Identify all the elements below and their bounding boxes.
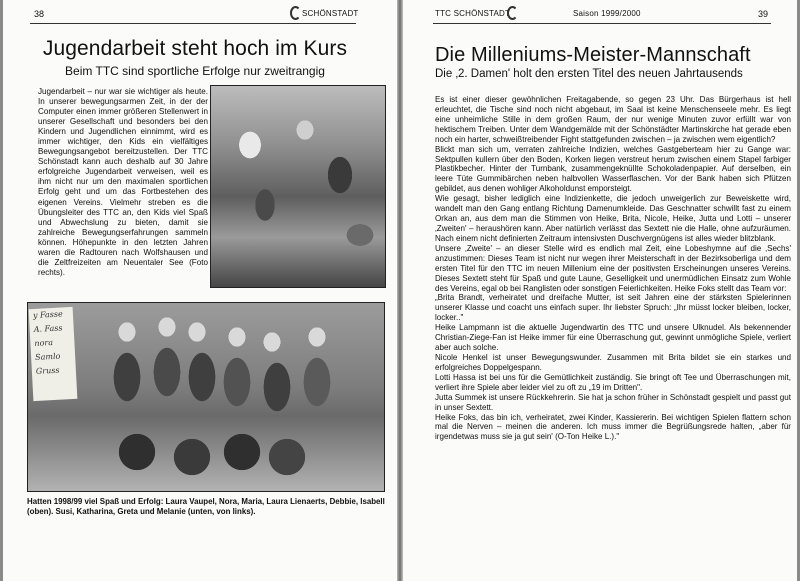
note-line: A. Fass (33, 323, 63, 334)
photo-youth-team (27, 302, 385, 492)
running-head-season: Saison 1999/2000 (573, 9, 641, 18)
paragraph: Heike Foks, das bin ich, verheiratet, zwei Kinder, Kassiererin. Bei wichtigen Spielen flattern schon mal die Nerven – meinen die anderen. Ich muss immer die Begrüßungsrede halten, „aber für irgendetwas muss sie ja gut sein' (O-Ton Heike L.)." (435, 412, 791, 442)
paragraph: Es ist einer dieser gewöhnlichen Freitagabende, so gegen 23 Uhr. Das Bürgerhaus ist hell erleuchtet, die Tische sind noch nicht abgebaut, im Saal ist keine Menschenseele mehr. Es liegt eine unheimliche Stille in dem großen Raum, der nur wenige Minuten zuvor erfüllt war von hektischem Treiben. Unter dem Wandgemälde mit der Schönstädter Martinskirche hat gerade eben noch ein harter, schweißtreibender Fight stattgefunden zwischen – ja zwischen wem eigentlich? (435, 95, 791, 144)
photo-caption: Hatten 1998/99 viel Spaß und Erfolg: Laura Vaupel, Nora, Maria, Laura Lienaerts, Debbie, Isabell (oben). Susi, Katharina, Greta und Melanie (unten, von links). (27, 497, 385, 517)
page-number-left: 38 (34, 9, 45, 19)
note-line: y Fasse (32, 309, 63, 320)
left-page (0, 0, 397, 581)
header-rule-right (433, 23, 771, 24)
paragraph: Unsere ‚Zweite' – an dieser Stelle wird es endlich mal Zeit, eine Lobeshymne auf die ‚Sechs' anzustimmen: Dieses Team ist nicht nur wegen ihrer Meisterschaft in der Bezirksoberliga und dem ersten Titel für den TTC im neuen Millenium eine der positivsten Erscheinungen unseres Vereins. Dieses Sextett steht für Spaß und gute Laune, Geselligkeit und unermüdlichen Einsatz zum Wohle des Vereins, egal ob bei Ranglisten oder sonstigen Feierlichkeiten. Heike Foks stellt das Team vor: (435, 243, 791, 293)
right-article-title: Die Milleniums-Meister-Mannschaft (435, 44, 751, 66)
running-header-left (0, 4, 397, 24)
note-line: nora (34, 337, 54, 348)
note-line: Gruss (35, 365, 60, 376)
left-article-body: Jugendarbeit – nur war sie wichtiger als heute. In unserer bewegungsarmen Zeit, in der der Computer einen immer größeren Stellenwert in unserer Gesellschaft und besonders bei den Kindern und Jugendlichen einnimmt, wird es immer wichtiger, den Kids ein vielfältiges Bewegungsangebot bereitzustellen. Der TTC Schönstadt kann auch deshalb auf 30 Jahre erfolgreiche Jugendarbeit verweisen, weil es ihm nicht nur um den maximalen sportlichen Erfolg geht und um das Fortbestehen des eigenen Vereins. Vielmehr streben es die Übungsleiter des TTC an, den Kids viel Spaß und Abwechslung zu bieten, damit sie zahlreiche Bewegungserfahrungen sammeln können. Höhepunkte in den letzten Jahren waren die Radtouren nach Wolfshausen und die Zeltfreizeiten am Neuentaler See (Foto rechts). (38, 87, 208, 277)
paragraph: Blickt man sich um, verraten zahlreiche Indizien, welches Gastgeberteam hier zu Gange war: Sektpullen kullern über den Boden, Korken liegen verstreut herum zwischen einem Stapel farbiger Plastikbecher. Hinter der Turnbank, zusammengeknüllte Schokoladenpapier. Auf derselben, ein leere Tüte Gummibärchen neben halbvollen Wasserflaschen. Vor der Bank haben sich Pfützen gebildet, aus denen wohliger Alkoholdunst emporsteigt. (435, 144, 791, 194)
paragraph: Jutta Summek ist unsere Rückkehrerin. Sie hat ja schon früher in Schönstadt gespielt und passt gut in unser Sextett. (435, 392, 791, 412)
note-line: Samlo (34, 351, 61, 362)
running-head-club-left: SCHÖNSTADT (302, 9, 359, 18)
paragraph: Lotti Hassa ist bei uns für die Gemütlichkeit zuständig. Sie bringt oft Tee und Überraschungen mit, verliert ihre Spiele aber leider viel zu oft zu „19 im Dritten". (435, 372, 791, 392)
paragraph: Heike Lampmann ist die aktuelle Jugendwartin des TTC und unsere Ulknudel. Als bekennender Christian-Ziege-Fan ist Heike immer für eine Überraschung gut, gewinnt unmögliche Spiele, verliert aber auch solche. (435, 323, 791, 353)
header-rule-left (30, 23, 356, 24)
paragraph: „Brita Brandt, verheiratet und dreifache Mutter, ist seit Jahren eine der stärksten Spielerinnen unserer Klasse und coacht uns einfach super. Ihr liebster Spruch: „Ihr müsst locker bleiben, locker, locker.." (435, 293, 791, 323)
running-header-right (403, 4, 800, 24)
photo-frame (27, 302, 385, 492)
right-article-body (435, 95, 791, 442)
right-article-subtitle: Die ‚2. Damen' holt den ersten Titel des neuen Jahrtausends (435, 68, 743, 80)
photo-youth-camp (210, 85, 386, 288)
page-number-right: 39 (758, 9, 769, 19)
handwritten-note (29, 307, 78, 401)
left-article-title: Jugendarbeit steht hoch im Kurs (42, 37, 348, 60)
page-edge (0, 0, 3, 581)
right-page (403, 0, 800, 581)
club-logo-icon (290, 6, 301, 20)
club-logo-icon (507, 6, 518, 20)
running-head-club-right: TTC SCHÖNSTADT (435, 9, 511, 18)
left-article-subtitle: Beim TTC sind sportliche Erfolge nur zweitrangig (65, 64, 325, 78)
paragraph: Wie gesagt, bisher lediglich eine Indizienkette, die jedoch unweigerlich zur Beweiskette wird, wandelt man den Gang entlang Richtung Damenumkleide. Das Geschnatter schwillt fast zu einem Orkan an, aus dem man die Stimmen von Heike, Brita, Nicole, Heike, Jutta und Lotti – unserer ‚Zweiten' – heraushören kann. Aber natürlich verlässt das Sextett nie die Halle, ohne aufzuräumen. Nach einem nicht definierten Zeitraum intensivsten Duschvergnügens ist alles wieder blitzblank. (435, 194, 791, 243)
paragraph: Nicole Henkel ist unser Bewegungswunder. Zusammen mit Brita bildet sie ein starkes und erfolgreiches Doppelgespann. (435, 352, 791, 372)
photo-frame (210, 85, 386, 288)
